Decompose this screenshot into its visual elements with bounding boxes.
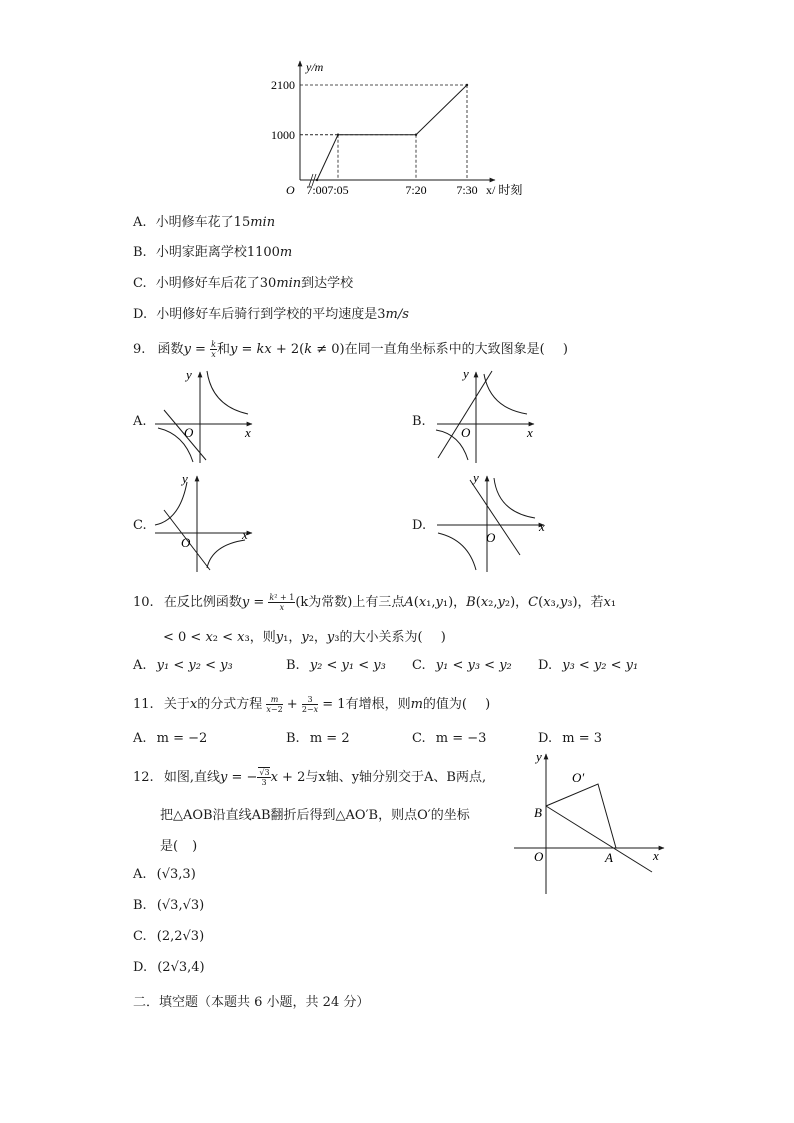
option-unit: min [276, 276, 302, 291]
question-number: 12. [133, 770, 154, 785]
q10-text-d: ，则 [249, 630, 276, 645]
option-text: 小明修好车后骑行到学校的平均速度是3 [156, 307, 386, 322]
q9-graph-b[interactable] [432, 366, 547, 466]
option-letter: D. [133, 307, 148, 322]
q12-stem-line1: 12. 如图,直线y = − $\frac{√3}{3}$ x + 2与x轴、y轴分别交于A、B两点, [133, 768, 487, 787]
y-axis-label: y [186, 367, 192, 382]
section-2-heading: 二．填空题（本题共 6 小题，共 24 分） [133, 995, 370, 1010]
q11-option-d[interactable]: D. m = 3 [538, 731, 602, 746]
q12-stem-line2: 把△AOB沿直线AB翻折后得到△AO′B，则点O′的坐标 [160, 808, 470, 823]
q12-stem-line3: 是( ) [160, 839, 198, 854]
question-number: 9. [133, 342, 146, 357]
q8-option-c[interactable] [133, 272, 353, 291]
point-o-prime-label: O′ [572, 770, 585, 785]
point-a-label: A [605, 850, 613, 865]
question-number: 11. [133, 697, 154, 712]
q10-text-a: 在反比例函数 [163, 595, 242, 610]
origin-label: O [286, 183, 295, 197]
q8-option-d[interactable] [133, 303, 409, 322]
option-letter: C. [133, 276, 147, 291]
q12-option-c[interactable]: C. (2,2√3) [133, 929, 205, 944]
q10-text-b: (k为常数)上有三点 [295, 595, 405, 610]
q9-text-pre: 函数 [157, 342, 184, 357]
q12-option-d[interactable]: D. (2√3,4) [133, 960, 205, 975]
q10-text-e: 的大小关系为( [339, 630, 423, 645]
data-point [415, 134, 417, 136]
q9-option-a-letter[interactable]: A. [133, 414, 147, 429]
option-letter: B. [133, 245, 147, 260]
q9-graph-a[interactable] [150, 366, 265, 466]
q11-option-a[interactable]: A. m = −2 [133, 731, 208, 746]
option-suffix: 到达学校 [301, 276, 354, 291]
q8-option-b[interactable] [133, 241, 292, 260]
q9-graph-c[interactable] [150, 470, 265, 575]
q12-figure [512, 748, 672, 896]
q10-stem-line2: < 0 < x₂ < x₃，则y₁，y₂，y₃的大小关系为( ) [163, 630, 446, 645]
q10-option-a[interactable]: A. y₁ < y₂ < y₃ [133, 658, 233, 673]
origin-label: O [486, 530, 496, 545]
q11-option-c[interactable]: C. m = −3 [412, 731, 487, 746]
q10-stem-line1: 10. 在反比例函数y = $\frac{\text{k² + 1}}{x}$ (k为常数)上有三点A(x₁,y₁)，B(x₂,y₂)，C(x₃,y₃)，若x₁ [133, 593, 617, 612]
origin-label: O [181, 535, 191, 550]
origin-label: O [461, 425, 471, 440]
data-point [337, 134, 339, 136]
q9-option-b-letter[interactable]: B. [412, 414, 426, 429]
q12-option-b[interactable]: B. (√3,√3) [133, 898, 205, 913]
origin-label: O [534, 849, 544, 864]
option-unit: min [250, 215, 276, 230]
x-tick-label: 7:30 [456, 183, 478, 197]
q9-option-c-letter[interactable]: C. [133, 518, 147, 533]
data-point [316, 179, 318, 181]
q9-stem: 9. 函数y = $\frac{k}{x}$ 和y = kx + 2(k ≠ 0)在同一直角坐标系中的大致图象是( ) [133, 340, 568, 359]
q9-text-mid: 和 [216, 342, 230, 357]
y-axis-title: y/m [306, 60, 324, 74]
x-axis-label: x [527, 425, 533, 440]
option-text: 小明修好车后花了30 [155, 276, 277, 291]
option-letter: A. [133, 215, 147, 230]
series-line [317, 85, 467, 180]
option-unit: m [279, 245, 293, 260]
data-point [466, 84, 468, 86]
option-unit: m/s [385, 307, 409, 322]
y-axis-label: y [463, 366, 469, 381]
x-axis-label: x [245, 425, 251, 440]
origin-label: O [184, 425, 194, 440]
q10-option-b[interactable]: B. y₂ < y₁ < y₃ [286, 658, 386, 673]
x-axis-label: x [539, 519, 545, 534]
q12-option-a[interactable]: A. (√3,3) [133, 867, 196, 882]
q9-graph-d[interactable] [432, 470, 552, 575]
x-tick-label: 7:05 [327, 183, 349, 197]
q11-option-b[interactable]: B. m = 2 [286, 731, 350, 746]
q10-option-c[interactable]: C. y₁ < y₃ < y₂ [412, 658, 512, 673]
x-tick-label: 7:20 [405, 183, 427, 197]
y-tick-label: 1000 [271, 127, 295, 142]
x-axis-title: x/ 时刻 [486, 183, 523, 197]
y-axis-label: y [473, 470, 479, 485]
question-number: 10. [133, 595, 154, 610]
q9-text-tail: 在同一直角坐标系中的大致图象是( [344, 342, 545, 357]
x-axis-label: x [242, 527, 248, 542]
y-axis-label: y [182, 471, 188, 486]
q10-option-d[interactable]: D. y₃ < y₂ < y₁ [538, 658, 639, 673]
x-tick-label: 7:00 [306, 183, 328, 197]
option-text: 小明家距离学校1100 [155, 245, 280, 260]
distance-time-chart [260, 55, 523, 205]
q9-option-d-letter[interactable]: D. [412, 518, 427, 533]
y-tick-label: 2100 [271, 78, 295, 92]
y-axis-label: y [536, 749, 542, 764]
q11-stem: 11. 关于x的分式方程 $\frac{m}{x-2}$ + $\frac{3}{2-x}$ = 1有增根，则m的值为( ) [133, 695, 491, 714]
q8-option-a[interactable] [133, 211, 275, 230]
x-axis-label: x [653, 848, 659, 863]
option-text: 小明修车花了15 [155, 215, 251, 230]
point-b-label: B [534, 805, 542, 820]
q10-text-c: ，若 [577, 595, 604, 610]
